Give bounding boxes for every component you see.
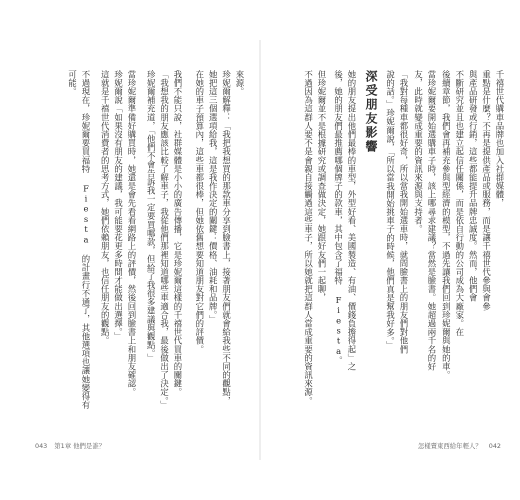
left-paragraph-2: 我們不能只說，社群媒體是小小的廣告傳播，它是珍妮爾這樣的千禧世代買車的關鍵。 「我想我的朋友應該比較了解車子，我從他們那裡知道哪些車適合我，最後做出了決定。」 珍妮爾補充道，「他們不會告訴我一定要買哪款，但給了我很多建議與觀點。」	[146, 70, 183, 410]
left-paragraph-1: 來源。 珍妮爾解釋：「我把我想買的那款車分享到臉書上，接著朋友們就會給我些不同的觀點， 她把這三個選項給我，這是我作決定的關鍵：價格、油耗和品牌。」 在她的車子預算內，這些車都很棒，但她依舊想要知道朋友對它們的評價。	[194, 70, 245, 406]
left-footer-chapter: 第1章	[54, 442, 72, 450]
right-paragraph-5: 但珍妮爾並不是根據研究或調查做決定，她跟好友們一起聊， 不過因為這群人要不是會親自接觸過這些車子，所以她就把這群人當成重要的資訊來源。	[303, 70, 327, 406]
left-page-number: 043	[35, 442, 48, 450]
left-footer-title: 他們是誰？	[73, 442, 106, 450]
right-paragraph-3: 「我對每種車都很好奇，所以當我開始選車時，就問臉書上的朋友們對他們 說的話。」珍妮爾說，「所以當我開始挑車子的時候，他們真是幫我好多。」	[385, 70, 409, 354]
right-footer	[418, 441, 506, 450]
left-paragraph-3: 當珍妮爾準備好購買時，她還是會先看看網路上的評價，然後回到臉書上和朋友確認。 珍妮爾說「如果沒有朋友的建議，我可能要花更多時間才能做出選擇。」 這就是千禧世代消費者的思考方式，她們依賴朋友，也信任朋友的觀點。	[100, 70, 137, 397]
right-paragraph-2: 當珍妮爾要開始選購車子時，該上哪尋求建議？當然是臉書。她超過兩千名的好 友，此時就變成重要的資訊來源與支持者。	[413, 70, 437, 371]
right-page	[260, 0, 520, 500]
left-paragraph-4: 不過現在，珍妮爾要買福特 Fiesta 的計畫行不通了，其他選項也讓她變得有可能。	[67, 70, 91, 410]
right-paragraph-4: 她的朋友提出他們最棒的車型，外型好看、美國製造、有油、價錢負擔得起」之 後，她的朋友們最推薦哪個牌子的款車，其中包含了福特 Fiesta。	[333, 70, 357, 371]
right-page-number: 042	[488, 442, 501, 450]
section-heading: 深受朋友影響	[364, 70, 378, 154]
right-paragraph-1: 千禧世代購車品牌也加入社群媒體， 重點是什麼？不再是提供產品或服務，而是讓千禧世代參與會參 與產品研發或行銷，這些都能提升品牌忠誠度。然而，他們會 不斷研究並且也建立起信任關係，而是依自行動的公司成為大廠家。在 後續章節，我們會再補充參與型經濟的模型，不過先讓我們回到珍妮爾與她的車。	[441, 70, 505, 380]
left-footer	[30, 441, 105, 450]
right-footer-title: 怎樣賣東西給年輕人？	[417, 442, 482, 450]
